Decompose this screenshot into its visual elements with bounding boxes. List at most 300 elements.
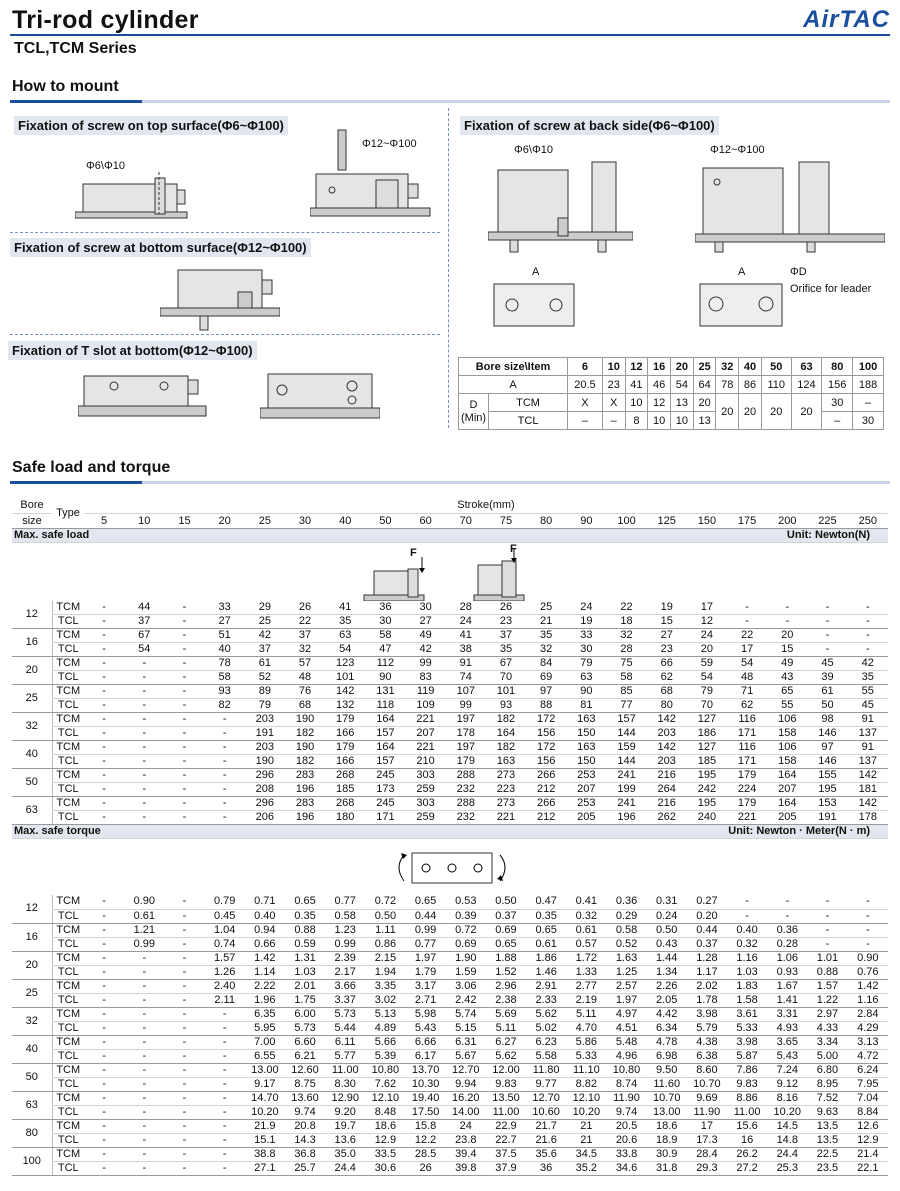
- load-value: 185: [325, 783, 365, 797]
- torque-value: -: [124, 1021, 164, 1035]
- torque-value: 5.48: [606, 1035, 646, 1049]
- d-tcl-value: 10: [671, 412, 694, 430]
- d-tcl-value: 8: [625, 412, 648, 430]
- torque-value: -: [727, 895, 767, 909]
- torque-value: 1.01: [807, 951, 847, 965]
- bore-size: 50: [12, 769, 52, 797]
- type-cell: TCM: [52, 979, 84, 993]
- stroke-value: 150: [687, 513, 727, 528]
- torque-value: 10.60: [526, 1105, 566, 1119]
- load-value: -: [807, 601, 847, 615]
- torque-value: 3.66: [325, 979, 365, 993]
- load-value: -: [205, 811, 245, 825]
- load-value: 283: [285, 769, 325, 783]
- load-value: 179: [727, 769, 767, 783]
- type-cell: TCL: [52, 965, 84, 979]
- load-value: 109: [406, 699, 446, 713]
- torque-value: -: [84, 909, 124, 923]
- load-value: 22: [727, 629, 767, 643]
- a-value: 124: [791, 376, 822, 394]
- load-value: -: [848, 601, 888, 615]
- load-value: 221: [486, 811, 526, 825]
- torque-value: -: [205, 1161, 245, 1175]
- load-value: 179: [446, 755, 486, 769]
- torque-value: 13.70: [406, 1063, 446, 1077]
- torque-value: 4.33: [807, 1021, 847, 1035]
- d-tcl-value: –: [568, 412, 603, 430]
- torque-value: -: [164, 979, 204, 993]
- load-value: -: [84, 671, 124, 685]
- torque-value: 5.77: [325, 1049, 365, 1063]
- torque-value: 13.5: [807, 1119, 847, 1133]
- load-value: 33: [205, 601, 245, 615]
- load-value: 22: [606, 601, 646, 615]
- torque-value: 5.58: [526, 1049, 566, 1063]
- bore-size: 20: [12, 657, 52, 685]
- load-value: 90: [365, 671, 405, 685]
- bore-size: 63: [791, 358, 822, 376]
- type-cell: TCL: [52, 1105, 84, 1119]
- torque-value: 3.65: [767, 1035, 807, 1049]
- torque-value: 5.43: [767, 1049, 807, 1063]
- stroke-value: 80: [526, 513, 566, 528]
- load-value: 58: [606, 671, 646, 685]
- torque-value: 1.03: [727, 965, 767, 979]
- load-value: 150: [566, 755, 606, 769]
- torque-value: -: [124, 993, 164, 1007]
- load-value: 24: [687, 629, 727, 643]
- load-value: 150: [566, 727, 606, 741]
- bore-size: 20: [671, 358, 694, 376]
- a-value: 156: [822, 376, 853, 394]
- torque-value: 30.6: [365, 1161, 405, 1175]
- torque-value: 1.97: [406, 951, 446, 965]
- d-shared-value: 20: [716, 394, 739, 430]
- d-tcm-value: X: [602, 394, 625, 412]
- torque-value: 21.9: [245, 1119, 285, 1133]
- torque-value: 18.6: [365, 1119, 405, 1133]
- torque-value: 1.03: [285, 965, 325, 979]
- load-value: 61: [807, 685, 847, 699]
- load-value: 142: [848, 797, 888, 811]
- stroke-value: 75: [486, 513, 526, 528]
- torque-value: 2.38: [486, 993, 526, 1007]
- load-value: 48: [727, 671, 767, 685]
- torque-value: -: [84, 1021, 124, 1035]
- stroke-value: 50: [365, 513, 405, 528]
- torque-value: 35.0: [325, 1147, 365, 1161]
- load-value: 240: [687, 811, 727, 825]
- torque-value: 23.8: [446, 1133, 486, 1147]
- torque-value: 6.31: [446, 1035, 486, 1049]
- load-value: 36: [365, 601, 405, 615]
- load-value: 27: [647, 629, 687, 643]
- load-value: 40: [205, 643, 245, 657]
- bore-size: 63: [12, 797, 52, 825]
- torque-value: 4.51: [606, 1021, 646, 1035]
- torque-value: 0.57: [566, 937, 606, 951]
- torque-value: -: [84, 1133, 124, 1147]
- load-value: 191: [245, 727, 285, 741]
- load-value: 142: [647, 741, 687, 755]
- torque-value: 0.47: [526, 895, 566, 909]
- load-value: 221: [727, 811, 767, 825]
- torque-value: 0.90: [124, 895, 164, 909]
- torque-value: 14.00: [446, 1105, 486, 1119]
- torque-value: 36: [526, 1161, 566, 1175]
- torque-value: 1.78: [687, 993, 727, 1007]
- torque-value: 2.11: [205, 993, 245, 1007]
- load-value: -: [205, 727, 245, 741]
- bore-size: 40: [12, 741, 52, 769]
- torque-value: 13.00: [245, 1063, 285, 1077]
- torque-value: 28.5: [406, 1147, 446, 1161]
- torque-value: 2.84: [848, 1007, 888, 1021]
- torque-value: 4.96: [606, 1049, 646, 1063]
- vertical-divider: [448, 108, 449, 428]
- load-value: 127: [687, 713, 727, 727]
- load-value: 23: [486, 615, 526, 629]
- load-value: 216: [647, 769, 687, 783]
- torque-value: 2.17: [325, 965, 365, 979]
- torque-value: -: [84, 1077, 124, 1091]
- torque-value: 5.39: [365, 1049, 405, 1063]
- torque-value: 8.84: [848, 1105, 888, 1119]
- load-value: 197: [446, 713, 486, 727]
- torque-value: 2.71: [406, 993, 446, 1007]
- load-value: 112: [365, 657, 405, 671]
- load-value: 158: [767, 727, 807, 741]
- load-value: -: [84, 783, 124, 797]
- torque-value: 10.70: [647, 1091, 687, 1105]
- row-a-label: A: [459, 376, 568, 394]
- load-value: 303: [406, 769, 446, 783]
- torque-value: -: [84, 937, 124, 951]
- load-value: -: [767, 601, 807, 615]
- torque-value: 10.20: [566, 1105, 606, 1119]
- bore-head: Bore: [12, 498, 52, 513]
- d-tcm-value: 10: [625, 394, 648, 412]
- torque-value: 5.00: [807, 1049, 847, 1063]
- load-value: -: [164, 643, 204, 657]
- stroke-value: 70: [446, 513, 486, 528]
- bore-table: [458, 357, 884, 430]
- load-value: -: [84, 699, 124, 713]
- torque-value: 0.29: [606, 909, 646, 923]
- load-value: 37: [124, 615, 164, 629]
- stroke-value: 200: [767, 513, 807, 528]
- torque-value: -: [164, 937, 204, 951]
- torque-value: 20.5: [606, 1119, 646, 1133]
- torque-value: 17.50: [406, 1105, 446, 1119]
- bore-size: 40: [12, 1035, 52, 1063]
- torque-value: 1.11: [365, 923, 405, 937]
- torque-figure-cell: [12, 839, 888, 896]
- load-value: 163: [566, 713, 606, 727]
- torque-value: 2.42: [446, 993, 486, 1007]
- a-value: 41: [625, 376, 648, 394]
- torque-value: 0.39: [446, 909, 486, 923]
- torque-value: 0.88: [807, 965, 847, 979]
- stroke-value: 250: [848, 513, 888, 528]
- torque-value: -: [164, 1119, 204, 1133]
- torque-value: 1.86: [526, 951, 566, 965]
- torque-value: 0.50: [647, 923, 687, 937]
- load-value: 37: [486, 629, 526, 643]
- torque-value: 19.40: [406, 1091, 446, 1105]
- torque-value: 11.90: [687, 1105, 727, 1119]
- torque-value: 9.63: [807, 1105, 847, 1119]
- torque-value: 11.80: [526, 1063, 566, 1077]
- load-value: -: [124, 657, 164, 671]
- torque-value: 1.88: [486, 951, 526, 965]
- load-value: -: [164, 755, 204, 769]
- torque-value: -: [124, 1049, 164, 1063]
- torque-value: 7.86: [727, 1063, 767, 1077]
- torque-value: 5.67: [446, 1049, 486, 1063]
- torque-value: 37.5: [486, 1147, 526, 1161]
- load-value: -: [807, 629, 847, 643]
- torque-value: 5.62: [526, 1007, 566, 1021]
- type-cell: TCL: [52, 783, 84, 797]
- torque-value: 2.39: [325, 951, 365, 965]
- load-value: 51: [205, 629, 245, 643]
- load-value: 164: [486, 727, 526, 741]
- load-value: 49: [406, 629, 446, 643]
- load-value: 78: [205, 657, 245, 671]
- torque-value: 0.72: [365, 895, 405, 909]
- torque-value: -: [807, 923, 847, 937]
- torque-value: 0.35: [285, 909, 325, 923]
- torque-diagram: [12, 839, 888, 895]
- type-cell: TCM: [52, 1119, 84, 1133]
- load-value: -: [124, 741, 164, 755]
- torque-value: -: [124, 1133, 164, 1147]
- load-value: 296: [245, 769, 285, 783]
- torque-value: 0.41: [566, 895, 606, 909]
- load-value: 153: [807, 797, 847, 811]
- torque-value: 26.2: [727, 1147, 767, 1161]
- torque-value: 9.74: [606, 1105, 646, 1119]
- load-value: 25: [526, 601, 566, 615]
- torque-value: 31.8: [647, 1161, 687, 1175]
- load-value: 32: [285, 643, 325, 657]
- d-label-cell: [459, 394, 489, 430]
- torque-value: 1.97: [606, 993, 646, 1007]
- stroke-value: 125: [647, 513, 687, 528]
- type-cell: TCM: [52, 629, 84, 643]
- torque-value: 4.97: [606, 1007, 646, 1021]
- load-value: 241: [606, 797, 646, 811]
- load-value: 171: [365, 811, 405, 825]
- load-value: -: [807, 615, 847, 629]
- torque-value: 6.23: [526, 1035, 566, 1049]
- torque-value: 12.10: [566, 1091, 606, 1105]
- bore-size: 10: [602, 358, 625, 376]
- back-large-plate-drawing: [698, 280, 784, 330]
- load-value: -: [84, 601, 124, 615]
- torque-value: 6.35: [245, 1007, 285, 1021]
- load-value: 171: [727, 755, 767, 769]
- torque-value: 1.21: [124, 923, 164, 937]
- bore-size: 50: [12, 1063, 52, 1091]
- back-small-cylinder-drawing: [488, 158, 633, 253]
- torque-value: 12.60: [285, 1063, 325, 1077]
- torque-value: 7.24: [767, 1063, 807, 1077]
- top-small-dim: Φ6\Φ10: [86, 160, 125, 172]
- load-value: 182: [486, 741, 526, 755]
- torque-value: 24: [446, 1119, 486, 1133]
- how-to-mount-heading: How to mount: [12, 78, 119, 95]
- load-value: 196: [606, 811, 646, 825]
- load-value: 45: [807, 657, 847, 671]
- torque-value: 5.13: [365, 1007, 405, 1021]
- torque-value: 8.95: [807, 1077, 847, 1091]
- type-cell: TCM: [52, 601, 84, 615]
- torque-value: -: [164, 1077, 204, 1091]
- load-value: 68: [647, 685, 687, 699]
- torque-value: 5.86: [566, 1035, 606, 1049]
- load-value: 22: [285, 615, 325, 629]
- torque-value: 13.5: [807, 1133, 847, 1147]
- torque-value: 3.98: [687, 1007, 727, 1021]
- torque-value: 1.57: [205, 951, 245, 965]
- torque-value: 25.7: [285, 1161, 325, 1175]
- load-value: 44: [124, 601, 164, 615]
- torque-value: 0.93: [767, 965, 807, 979]
- stroke-value: 15: [164, 513, 204, 528]
- load-value: 116: [727, 713, 767, 727]
- torque-value: 2.96: [486, 979, 526, 993]
- torque-value: -: [164, 1147, 204, 1161]
- load-value: 15: [767, 643, 807, 657]
- torque-value: 10.30: [406, 1077, 446, 1091]
- torque-value: -: [164, 1021, 204, 1035]
- torque-value: 1.79: [406, 965, 446, 979]
- torque-value: 2.01: [285, 979, 325, 993]
- load-value: 42: [848, 657, 888, 671]
- load-value: 43: [767, 671, 807, 685]
- torque-value: 4.89: [365, 1021, 405, 1035]
- torque-value: 8.48: [365, 1105, 405, 1119]
- load-value: 19: [647, 601, 687, 615]
- load-value: 288: [446, 769, 486, 783]
- torque-value: 39.4: [446, 1147, 486, 1161]
- torque-value: 1.72: [566, 951, 606, 965]
- torque-value: 1.04: [205, 923, 245, 937]
- torque-value: 0.71: [245, 895, 285, 909]
- torque-value: 34.5: [566, 1147, 606, 1161]
- title-rule: [10, 34, 890, 36]
- torque-value: 1.52: [486, 965, 526, 979]
- a-value: 54: [671, 376, 694, 394]
- load-value: 205: [767, 811, 807, 825]
- bore-size: 16: [648, 358, 671, 376]
- load-value: 296: [245, 797, 285, 811]
- load-value: -: [807, 643, 847, 657]
- load-value: 116: [727, 741, 767, 755]
- torque-value: 6.27: [486, 1035, 526, 1049]
- torque-value: 10.20: [245, 1105, 285, 1119]
- d-min-label: (Min): [461, 411, 487, 424]
- load-value: 210: [406, 755, 446, 769]
- torque-value: 29.3: [687, 1161, 727, 1175]
- load-value: 41: [325, 601, 365, 615]
- torque-value: 9.12: [767, 1077, 807, 1091]
- load-value: 157: [365, 755, 405, 769]
- torque-value: 11.90: [606, 1091, 646, 1105]
- load-value: -: [84, 811, 124, 825]
- torque-value: 9.83: [486, 1077, 526, 1091]
- load-value: -: [164, 615, 204, 629]
- load-value: 195: [807, 783, 847, 797]
- load-value: 253: [566, 769, 606, 783]
- type-cell: TCL: [52, 937, 84, 951]
- torque-value: -: [205, 1119, 245, 1133]
- type-cell: TCM: [52, 685, 84, 699]
- torque-value: 6.80: [807, 1063, 847, 1077]
- load-value: 58: [365, 629, 405, 643]
- torque-value: 0.27: [687, 895, 727, 909]
- section-title: Max. safe torque: [14, 825, 101, 837]
- load-value: 35: [526, 629, 566, 643]
- torque-value: -: [164, 1063, 204, 1077]
- torque-value: 6.17: [406, 1049, 446, 1063]
- load-value: 207: [566, 783, 606, 797]
- type-cell: TCM: [52, 741, 84, 755]
- torque-value: 1.90: [446, 951, 486, 965]
- load-value: -: [124, 811, 164, 825]
- load-value: 35: [848, 671, 888, 685]
- torque-value: 0.65: [406, 895, 446, 909]
- torque-value: -: [164, 1105, 204, 1119]
- torque-value: 1.23: [325, 923, 365, 937]
- torque-value: 0.69: [446, 937, 486, 951]
- torque-value: 1.16: [848, 993, 888, 1007]
- load-value: 54: [727, 657, 767, 671]
- load-value: 79: [566, 657, 606, 671]
- torque-value: 4.29: [848, 1021, 888, 1035]
- d-label: D: [469, 398, 478, 411]
- torque-value: 22.5: [807, 1147, 847, 1161]
- torque-value: 0.66: [245, 937, 285, 951]
- type-cell: TCM: [52, 1091, 84, 1105]
- torque-value: 11.00: [727, 1105, 767, 1119]
- torque-value: 12.90: [325, 1091, 365, 1105]
- d-tcl-value: 13: [693, 412, 716, 430]
- load-value: 35: [325, 615, 365, 629]
- t-slot-label: Fixation of T slot at bottom(Φ12~Φ100): [8, 341, 257, 360]
- torque-value: 0.86: [365, 937, 405, 951]
- load-value: -: [84, 755, 124, 769]
- load-value: 45: [848, 699, 888, 713]
- load-value: -: [124, 727, 164, 741]
- torque-value: 0.61: [526, 937, 566, 951]
- torque-value: -: [84, 993, 124, 1007]
- d-tcm-value: 13: [671, 394, 694, 412]
- torque-value: 13.6: [325, 1133, 365, 1147]
- load-value: -: [84, 629, 124, 643]
- torque-value: -: [124, 1119, 164, 1133]
- torque-value: 0.74: [205, 937, 245, 951]
- load-value: 25: [245, 615, 285, 629]
- torque-value: 0.31: [647, 895, 687, 909]
- torque-value: 6.11: [325, 1035, 365, 1049]
- load-value: 182: [486, 713, 526, 727]
- torque-value: -: [767, 909, 807, 923]
- torque-value: 0.65: [285, 895, 325, 909]
- load-value: 69: [526, 671, 566, 685]
